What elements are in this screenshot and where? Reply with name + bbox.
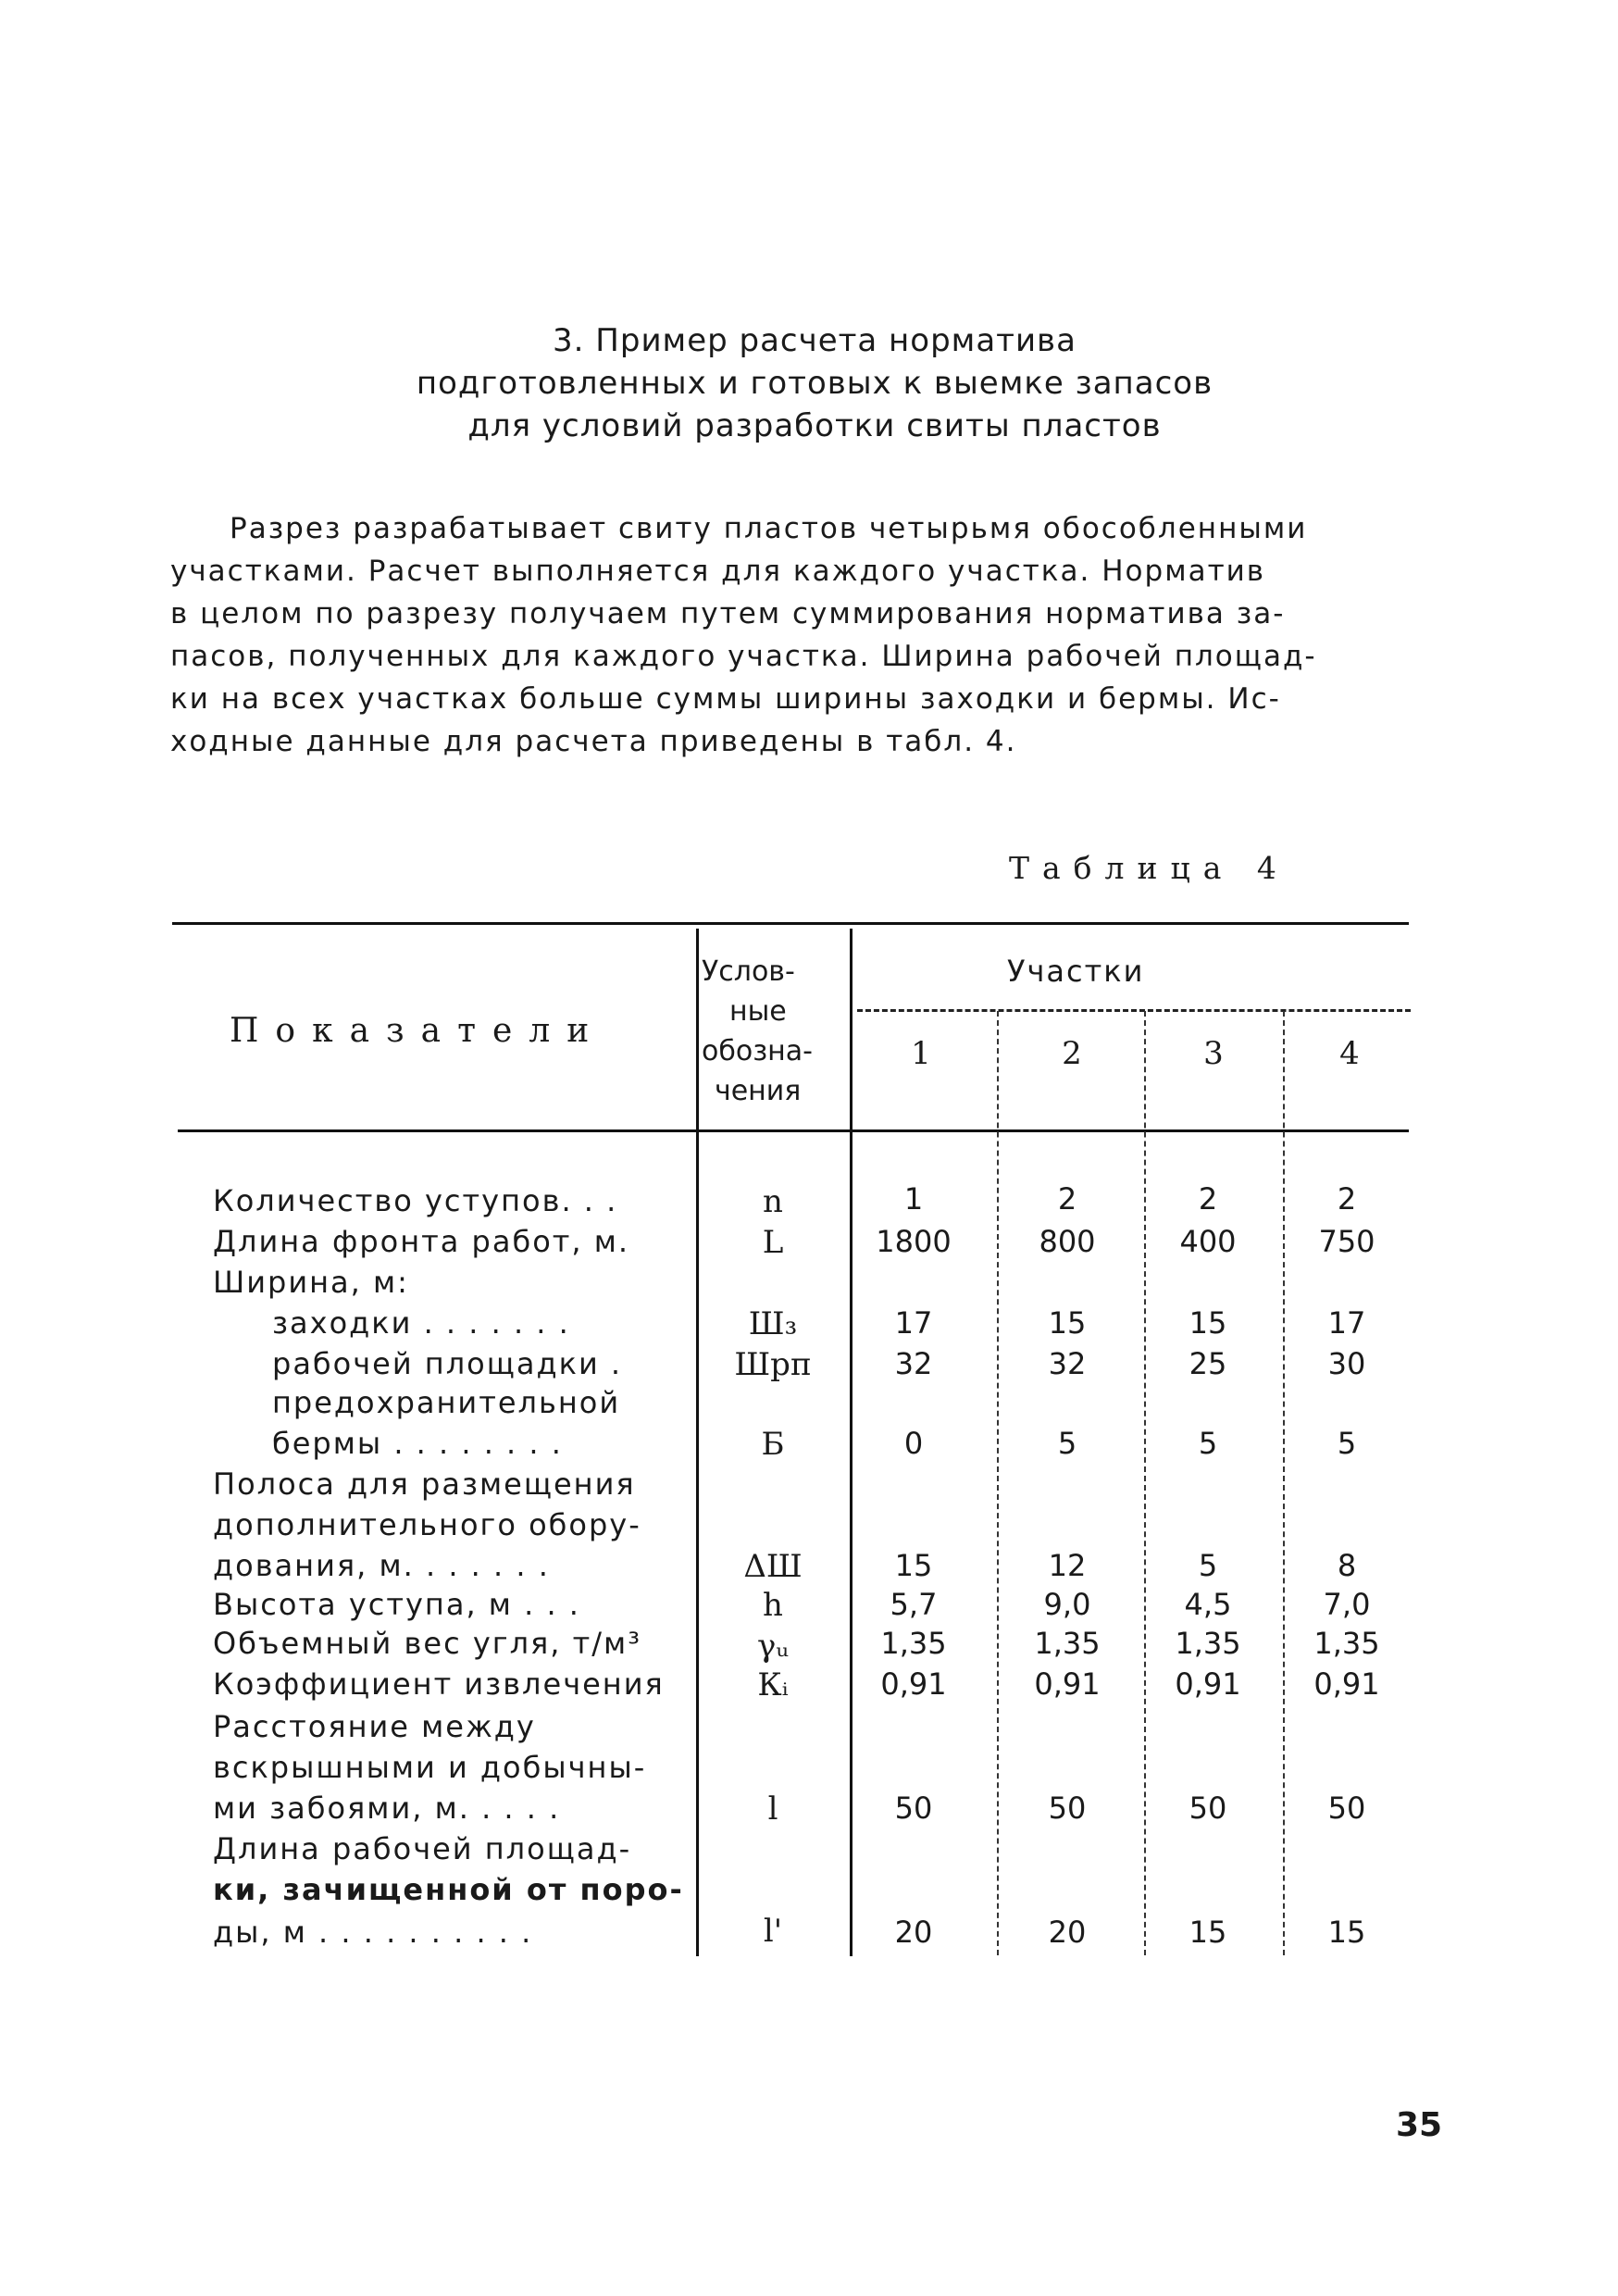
table-cell: 17	[1327, 1305, 1366, 1341]
row-symbol: n	[763, 1183, 783, 1220]
table-cell: 750	[1318, 1224, 1375, 1259]
heading-line: для условий разработки свиты пластов	[467, 407, 1162, 444]
table-cell: 15	[1048, 1305, 1087, 1341]
table-cell: 4,5	[1184, 1587, 1232, 1622]
page-number: 35	[1396, 2106, 1443, 2144]
row-symbol: Кᵢ	[757, 1666, 789, 1703]
table-cell: 1,35	[1313, 1626, 1380, 1661]
row-symbol: L	[762, 1224, 784, 1261]
table-cell: 0,91	[1313, 1666, 1380, 1702]
row-label: дополнительного обору-	[213, 1507, 641, 1542]
symbols-header-line: чения	[715, 1075, 802, 1107]
table-cell: 50	[1327, 1791, 1366, 1826]
row-label: Полоса для размещения	[213, 1466, 636, 1502]
intro-paragraph	[170, 507, 1448, 763]
intro-line: в целом по разрезу получаем путем суммирования норматива за-	[170, 597, 1286, 630]
heading-line: 3. Пример расчета норматива	[553, 322, 1077, 359]
table-cell: 2	[1198, 1181, 1218, 1217]
row-label: ды, м . . . . . . . . . .	[213, 1915, 533, 1950]
table-cell: 25	[1189, 1346, 1227, 1381]
table-cell: 17	[894, 1305, 933, 1341]
column-divider	[850, 929, 853, 1956]
column-divider	[1283, 1011, 1285, 1955]
heading-line: подготовленных и готовых к выемке запасов	[416, 365, 1214, 402]
table-cell: 32	[894, 1346, 933, 1381]
table-cell: 2	[1057, 1181, 1077, 1217]
row-label: вскрышными и добычны-	[213, 1750, 647, 1785]
row-label: Объемный вес угля, т/м³	[213, 1626, 642, 1661]
row-label: ки, зачищенной от поро-	[213, 1872, 684, 1907]
table-cell: 0,91	[880, 1666, 947, 1702]
table-cell: 8	[1337, 1548, 1357, 1583]
table-cell: 20	[1048, 1915, 1087, 1950]
intro-line: участками. Расчет выполняется для каждого участка. Норматив	[170, 555, 1266, 588]
row-symbol: Ш₃	[748, 1305, 798, 1342]
table-cell: 5	[1337, 1426, 1357, 1461]
table-cell: 5	[1198, 1548, 1218, 1583]
table-top-rule	[172, 922, 1409, 925]
indicators-header: Показатели	[230, 1012, 606, 1050]
row-label: Количество уступов. . .	[213, 1183, 618, 1218]
table-cell: 0	[903, 1426, 924, 1461]
row-label: Коэффициент извлечения	[213, 1666, 665, 1702]
intro-line: ки на всех участках больше суммы ширины заходки и бермы. Ис-	[170, 682, 1281, 716]
table-cell: 50	[1048, 1791, 1087, 1826]
table-cell: 1,35	[1175, 1626, 1241, 1661]
table-cell: 30	[1327, 1346, 1366, 1381]
row-symbol: h	[763, 1587, 783, 1624]
row-symbol: l'	[763, 1913, 783, 1950]
column-divider	[696, 929, 699, 1956]
site-number: 1	[911, 1035, 931, 1072]
table-cell: 15	[1189, 1305, 1227, 1341]
table-cell: 15	[894, 1548, 933, 1583]
section-heading	[278, 319, 1351, 447]
table-cell: 0,91	[1034, 1666, 1101, 1702]
row-label: предохранительной	[272, 1385, 621, 1420]
row-symbol: ΔШ	[743, 1548, 803, 1585]
column-divider	[1144, 1011, 1146, 1955]
row-label: Длина фронта работ, м.	[213, 1224, 630, 1259]
symbols-header-line: Услов-	[702, 955, 795, 988]
table-cell: 800	[1039, 1224, 1096, 1259]
intro-line: Разрез разрабатывает свиту пластов четырьмя обособленными	[230, 512, 1308, 545]
table-cell: 5	[1057, 1426, 1077, 1461]
table-cell: 12	[1048, 1548, 1087, 1583]
table-cell: 50	[1189, 1791, 1227, 1826]
row-label: бермы . . . . . . . .	[272, 1426, 563, 1461]
table-cell: 15	[1189, 1915, 1227, 1950]
row-label: Длина рабочей площад-	[213, 1831, 632, 1866]
row-symbol: Шрп	[734, 1346, 812, 1383]
table-caption: Таблица 4	[1009, 850, 1289, 886]
intro-line: ходные данные для расчета приведены в табл. 4.	[170, 725, 1017, 758]
column-divider	[997, 1011, 999, 1955]
table-cell: 1,35	[880, 1626, 947, 1661]
symbols-header	[702, 952, 850, 1111]
table-cell: 2	[1337, 1181, 1357, 1217]
row-symbol: γᵤ	[757, 1628, 789, 1665]
table-cell: 20	[894, 1915, 933, 1950]
row-label: рабочей площадки .	[272, 1346, 623, 1381]
table-cell: 1	[903, 1181, 924, 1217]
row-label: дования, м. . . . . . .	[213, 1548, 550, 1583]
table-cell: 32	[1048, 1346, 1087, 1381]
sites-sub-rule	[857, 1009, 1411, 1012]
table-cell: 15	[1327, 1915, 1366, 1950]
row-symbol: Б	[761, 1426, 785, 1463]
table-cell: 7,0	[1323, 1587, 1371, 1622]
table-cell: 5	[1198, 1426, 1218, 1461]
table-cell: 1800	[876, 1224, 952, 1259]
row-symbol: l	[767, 1791, 778, 1828]
row-label: заходки . . . . . . .	[272, 1305, 570, 1341]
sites-header: Участки	[1007, 954, 1145, 989]
header-bottom-rule	[178, 1129, 1409, 1132]
intro-line: пасов, полученных для каждого участка. Ширина рабочей площад-	[170, 640, 1317, 673]
site-number: 2	[1062, 1035, 1082, 1072]
table-cell: 50	[894, 1791, 933, 1826]
table-cell: 400	[1179, 1224, 1237, 1259]
row-label: ми забоями, м. . . . .	[213, 1791, 561, 1826]
row-label: Высота уступа, м . . .	[213, 1587, 580, 1622]
symbols-header-line: обозна-	[702, 1035, 813, 1067]
table-cell: 0,91	[1175, 1666, 1241, 1702]
row-label: Расстояние между	[213, 1709, 536, 1744]
site-number: 3	[1203, 1035, 1224, 1072]
row-label: Ширина, м:	[213, 1265, 409, 1300]
site-number: 4	[1339, 1035, 1360, 1072]
symbols-header-line: ные	[729, 995, 787, 1028]
table-cell: 1,35	[1034, 1626, 1101, 1661]
table-cell: 9,0	[1043, 1587, 1091, 1622]
table-cell: 5,7	[890, 1587, 938, 1622]
